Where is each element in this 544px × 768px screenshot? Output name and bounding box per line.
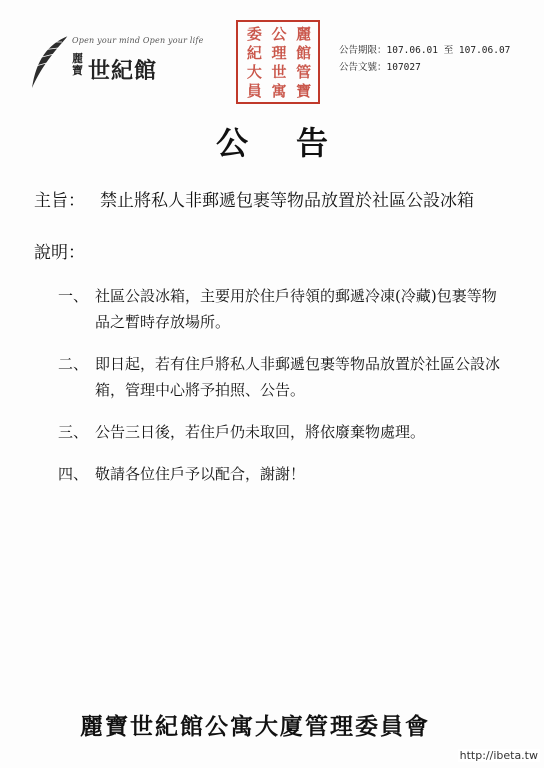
notice-items	[58, 283, 504, 503]
item-text: 公告三日後，若住戶仍未取回，將依廢棄物處理。	[95, 423, 426, 441]
item-number: 一、	[58, 287, 89, 305]
seal-character: 寓	[271, 82, 287, 100]
item-text: 敬請各位住戶予以配合，謝謝！	[95, 465, 306, 483]
quill-icon	[28, 34, 74, 92]
item-number: 四、	[58, 465, 89, 483]
notice-period-label: 公告期限：	[339, 45, 387, 56]
item-number: 三、	[58, 423, 89, 441]
seal-character: 員	[246, 82, 262, 100]
seal-character: 館	[296, 44, 312, 62]
seal-character: 管	[296, 63, 312, 81]
issuer-signature: 麗寶世紀館公寓大廈管理委員會	[80, 713, 430, 740]
notice-period	[339, 42, 510, 59]
seal-character: 世	[271, 63, 287, 81]
notice-meta	[339, 42, 510, 76]
subject-text: 禁止將私人非郵遞包裹等物品放置於社區公設冰箱	[100, 191, 474, 211]
seal-character: 紀	[246, 44, 262, 62]
notice-subject	[34, 188, 504, 214]
seal-character: 理	[271, 44, 287, 62]
seal-character: 麗	[296, 25, 312, 43]
notice-item	[58, 461, 504, 487]
item-text: 社區公設冰箱，主要用於住戶待領的郵遞冷凍(冷藏)包裹等物品之暫時存放場所。	[95, 287, 497, 331]
official-seal	[236, 20, 320, 104]
logo-slogan: Open your mind Open your life	[72, 36, 204, 45]
logo-name-big: 世紀館	[88, 58, 158, 84]
explain-label: 說明：	[34, 243, 85, 263]
notice-doc-value: 107027	[386, 62, 421, 73]
notice-item	[58, 351, 504, 403]
subject-label: 主旨：	[34, 191, 85, 211]
seal-character: 大	[246, 63, 262, 81]
notice-item	[58, 419, 504, 445]
seal-character: 公	[271, 25, 287, 43]
seal-character: 委	[246, 25, 262, 43]
item-text: 即日起，若有住戶將私人非郵遞包裹等物品放置於社區公設冰箱，管理中心將予拍照、公告。	[95, 355, 501, 399]
seal-character: 寶	[296, 82, 312, 100]
notice-doc-number	[339, 59, 510, 76]
notice-title: 公告	[215, 124, 376, 162]
notice-item	[58, 283, 504, 335]
logo	[28, 34, 204, 94]
notice-doc-label: 公告文號：	[339, 62, 387, 73]
notice-period-value: 107.06.01 至 107.06.07	[386, 45, 511, 56]
logo-name-small: 麗寶	[72, 52, 83, 77]
watermark: http://ibeta.tw	[459, 749, 538, 762]
item-number: 二、	[58, 355, 89, 373]
